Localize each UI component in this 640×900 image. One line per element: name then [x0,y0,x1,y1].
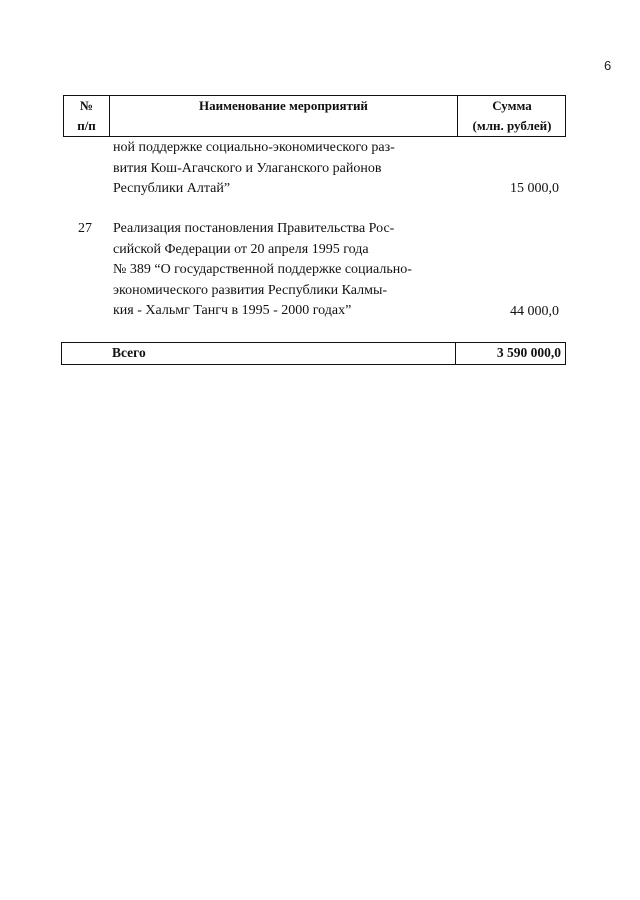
total-value: 3 590 000,0 [496,345,561,360]
table-header [63,95,566,137]
row-line: вития Кош-Агачского и Улаганского районов [113,160,382,176]
header-name-text: Наименование мероприятий [199,98,368,113]
table-row-sum: 44 000,0 [510,304,559,319]
header-number-line1: № [79,98,94,113]
row-line: экономического развития Республики Калмы- [113,282,388,298]
header-number [64,96,109,136]
row-line: Реализация постановления Правительства Рос- [113,221,395,236]
table-total-row [61,342,566,365]
page-number: 6 [604,58,612,73]
row-line: ной поддержке социально-экономического раз- [113,140,395,155]
header-name [110,96,457,116]
header-sum-line2: (млн. рублей) [472,118,552,133]
header-sum-line1: Сумма [492,98,532,113]
table-row-text [113,219,455,322]
table-row-text [113,138,455,200]
column-divider [455,343,456,364]
row-line: кия - Хальмг Тангч в 1995 - 2000 годах” [113,303,352,318]
row-line: Республики Алтай” [113,181,231,196]
table-row-sum: 15 000,0 [510,181,559,196]
row-line: сийской Федерации от 20 апреля 1995 года [113,241,369,257]
table-row-number: 27 [78,221,92,236]
header-sum [458,96,566,136]
total-label: Всего [112,345,146,360]
header-number-line2: п/п [77,118,96,133]
row-line: № 389 “О государственной поддержке социально- [113,262,412,277]
